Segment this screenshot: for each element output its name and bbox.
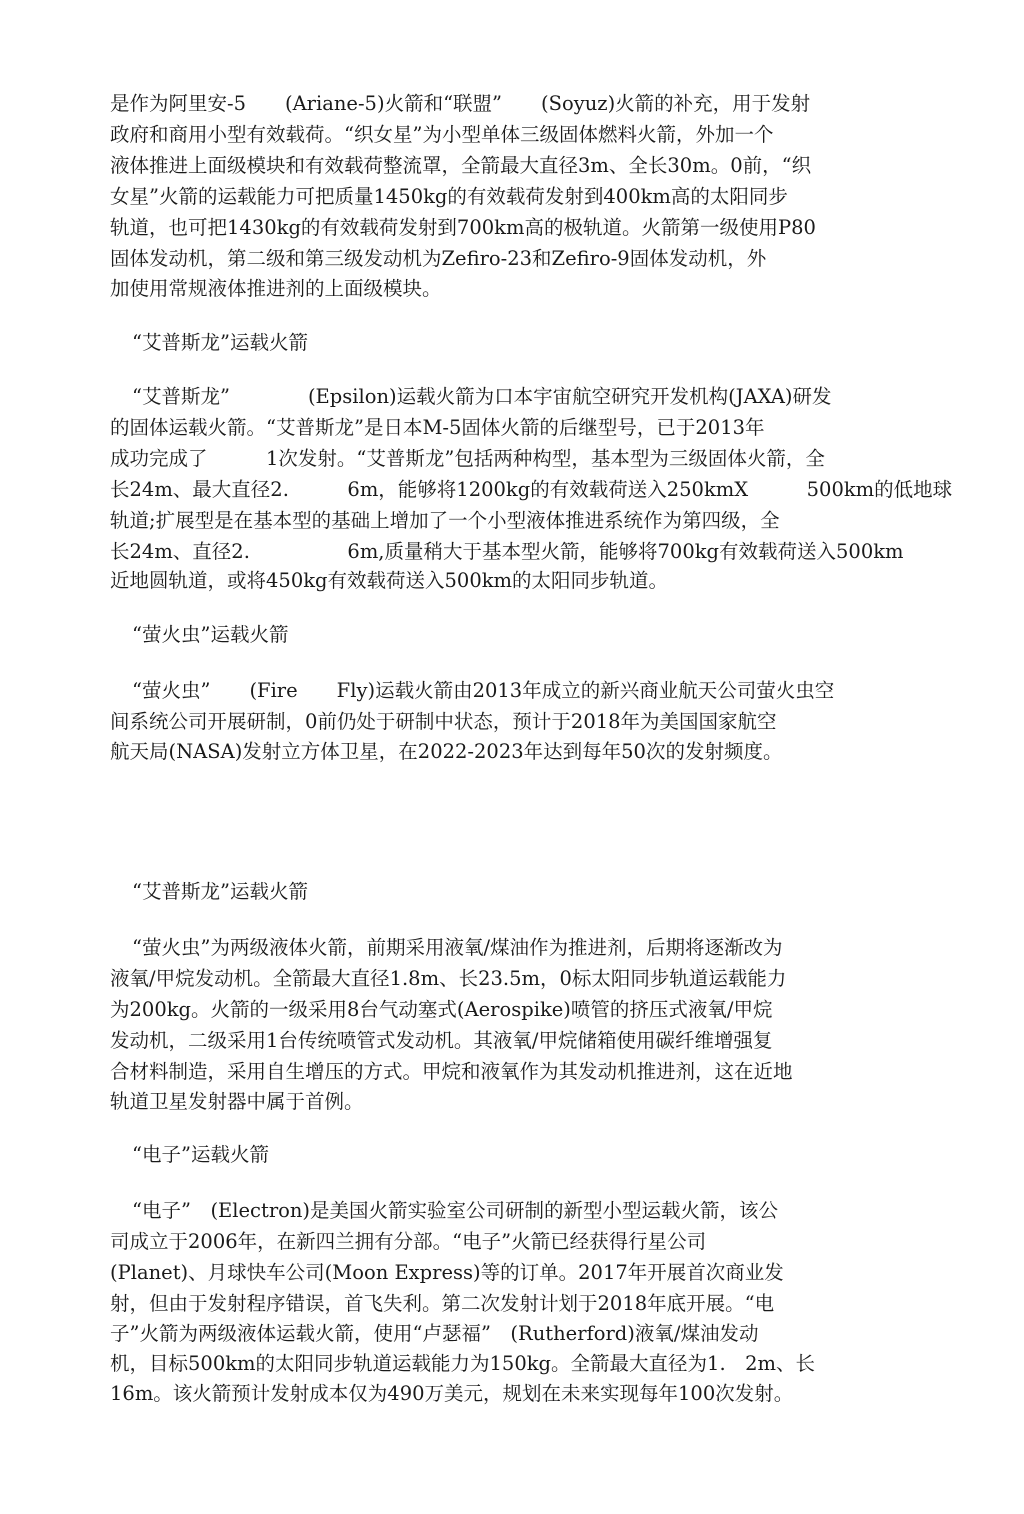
text-line: 射，但由于发射程序错误，首飞失利。第二次发射计划于2018年底开展。“电 [110,1292,775,1315]
section-heading: “萤火虫”运载火箭 [132,623,289,646]
text-line: “萤火虫” (Fire Fly)运载火箭由2013年成立的新兴商业航天公司萤火虫空 [132,679,835,702]
text-line: 女星”火箭的运载能力可把质量1450kg的有效载荷发射到400km高的太阳同步 [110,185,788,208]
text-line: “萤火虫”为两级液体火箭，前期采用液氧/煤油作为推进剂，后期将逐渐改为 [132,936,783,959]
section-heading: “电子”运载火箭 [132,1143,269,1166]
text-line: 液体推进上面级模块和有效载荷整流罩，全箭最大直径3m、全长30m。0前，“织 [110,154,812,177]
text-line: 轨道;扩展型是在基本型的基础上增加了一个小型液体推进系统作为第四级，全 [110,509,780,532]
text-line: 长24m、直径2. 6m,质量稍大于基本型火箭，能够将700kg有效载荷送入500km [110,540,904,563]
text-line: 加使用常规液体推进剂的上面级模块。 [110,277,442,300]
text-line: 子”火箭为两级液体运载火箭，使用“卢瑟福” (Rutherford)液氧/煤油发动 [110,1322,759,1345]
text-line: 轨道，也可把1430kg的有效载荷发射到700km高的极轨道。火箭第一级使用P80 [110,216,816,239]
text-line: 司成立于2006年，在新四兰拥有分部。“电子”火箭已经获得行星公司 [110,1230,707,1253]
text-line: 发动机，二级采用1台传统喷管式发动机。其液氧/甲烷储箱使用碳纤维增强复 [110,1029,773,1052]
text-line: 轨道卫星发射器中属于首例。 [110,1090,364,1113]
text-line: “电子” (Electron)是美国火箭实验室公司研制的新型小型运载火箭，该公 [132,1199,779,1222]
section-heading: “艾普斯龙”运载火箭 [132,331,308,354]
text-line: 合材料制造，采用自生增压的方式。甲烷和液氧作为其发动机推进剂，这在近地 [110,1060,793,1083]
text-line: 间系统公司开展研制，0前仍处于研制中状态，预计于2018年为美国国家航空 [110,710,777,733]
text-line: 固体发动机，第二级和第三级发动机为Zefiro-23和Zefiro-9固体发动机，外 [110,247,767,270]
text-line: 长24m、最大直径2. 6m，能够将1200kg的有效载荷送入250kmX 500km的低地球 [110,478,953,501]
text-line: (Planet)、月球快车公司(Moon Express)等的订单。2017年开展首次商业发 [110,1261,784,1284]
text-line: 航天局(NASA)发射立方体卫星，在2022-2023年达到每年50次的发射频度。 [110,740,783,763]
text-line: “艾普斯龙” (Epsilon)运载火箭为口本宇宙航空研究开发机构(JAXA)研发 [132,385,832,408]
text-line: 机，目标500km的太阳同步轨道运载能力为150kg。全箭最大直径为1. 2m、长 [110,1352,816,1375]
text-line: 的固体运载火箭。“艾普斯龙”是日本M-5固体火箭的后继型号，已于2013年 [110,416,765,439]
text-line: 政府和商用小型有效载荷。“织女星”为小型单体三级固体燃料火箭，外加一个 [110,123,774,146]
text-line: 液氧/甲烷发动机。全箭最大直径1.8m、长23.5m，0标太阳同步轨道运载能力 [110,967,787,990]
text-line: 为200kg。火箭的一级采用8台气动塞式(Aerospike)喷管的挤压式液氧/甲烷 [110,998,773,1021]
text-line: 近地圆轨道，或将450kg有效载荷送入500km的太阳同步轨道。 [110,569,669,592]
section-heading: “艾普斯龙”运载火箭 [132,880,308,903]
text-line: 成功完成了 1次发射。“艾普斯龙”包括两种构型，基本型为三级固体火箭，全 [110,447,825,470]
text-line: 是作为阿里安-5 (Ariane-5)火箭和“联盟” (Soyuz)火箭的补充，用于发射 [110,92,811,115]
text-line: 16m。该火箭预计发射成本仅为490万美元，规划在未来实现每年100次发射。 [110,1382,794,1405]
